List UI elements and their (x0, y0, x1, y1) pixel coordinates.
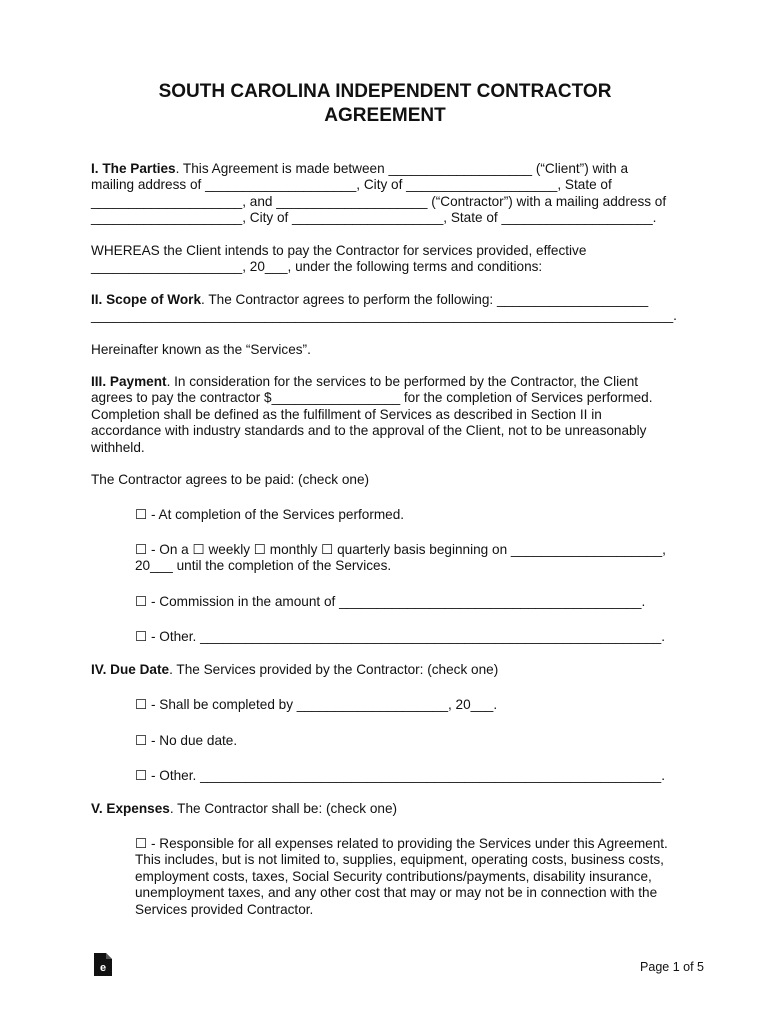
expenses-option-text-3: employment costs, taxes, Social Security contributions/payments, disability insurance, (135, 868, 652, 884)
due-option-no-date[interactable]: ☐ - No due date. (135, 733, 238, 748)
expenses-text-1: . The Contractor shall be: (check one) (169, 801, 398, 816)
pay-option-other[interactable]: ☐ - Other. _____________________________________________________________. (135, 629, 666, 644)
parties-heading: I. The Parties (91, 161, 176, 176)
pay-option-periodic-text-2: 20___ until the completion of the Services. (135, 558, 392, 574)
parties-text-3: ____________________, and ____________________ (“Contractor”) with a mailing address of (91, 193, 667, 209)
expenses-heading: V. Expenses (91, 801, 170, 816)
pay-option-periodic-text-1: ☐ - On a ☐ weekly ☐ monthly ☐ quarterly basis beginning on ____________________, (135, 542, 666, 557)
payment-text-3: Completion shall be defined as the fulfillment of Services as described in Section II in (91, 406, 602, 422)
parties-text-2: mailing address of ____________________, City of ____________________, State of (91, 177, 612, 193)
expenses-option-text-5: Services provided Contractor. (135, 901, 314, 917)
hereinafter-text: Hereinafter known as the “Services”. (91, 342, 311, 357)
section-payment (91, 374, 652, 456)
expenses-option-text-2: This includes, but is not limited to, supplies, equipment, operating costs, business costs, (135, 852, 664, 868)
whereas-text-2: ____________________, 20___, under the following terms and conditions: (91, 259, 543, 275)
document-title (60, 80, 710, 128)
page-number: Page 1 of 5 (640, 960, 704, 974)
parties-text-1: . This Agreement is made between ___________________ (“Client”) with a (175, 161, 629, 176)
payment-text-4: accordance with industry standards and to the approval of the Client, not to be unreasonably (91, 423, 647, 439)
section-due-date (91, 662, 498, 678)
paid-intro: The Contractor agrees to be paid: (check one) (91, 472, 370, 487)
due-option-completed-by[interactable]: ☐ - Shall be completed by ____________________, 20___. (135, 697, 498, 712)
title-line-1: SOUTH CAROLINA INDEPENDENT CONTRACTOR (158, 81, 612, 102)
payment-text-2: agrees to pay the contractor $_________________ for the completion of Services performed. (91, 390, 653, 406)
section-parties (91, 161, 666, 227)
eforms-logo-icon (93, 952, 113, 977)
pay-option-periodic[interactable] (135, 542, 666, 575)
payment-heading: III. Payment (91, 374, 167, 389)
scope-text-1: . The Contractor agrees to perform the following: ____________________ (201, 292, 649, 307)
expenses-option-text-4: unemployment taxes, and any other cost that may or may not be in connection with the (135, 885, 658, 901)
expenses-option-responsible[interactable] (135, 836, 668, 918)
due-text-1: . The Services provided by the Contractor: (check one) (169, 662, 499, 677)
title-line-2: AGREEMENT (324, 105, 446, 126)
scope-heading: II. Scope of Work (91, 292, 202, 307)
due-heading: IV. Due Date (91, 662, 170, 677)
payment-text-1: . In consideration for the services to be performed by the Contractor, the Client (166, 374, 639, 389)
whereas-text-1: WHEREAS the Client intends to pay the Contractor for services provided, effective (91, 243, 587, 258)
due-option-other[interactable]: ☐ - Other. _____________________________________________________________. (135, 768, 666, 783)
section-scope (91, 292, 677, 325)
expenses-option-text-1: ☐ - Responsible for all expenses related to providing the Services under this Agreement. (135, 836, 668, 851)
payment-text-5: withheld. (91, 439, 145, 455)
section-whereas (91, 243, 586, 276)
parties-text-4: ____________________, City of ____________________, State of ____________________. (91, 210, 657, 226)
pay-option-completion[interactable]: ☐ - At completion of the Services performed. (135, 507, 405, 522)
section-expenses (91, 801, 397, 817)
pay-option-commission[interactable]: ☐ - Commission in the amount of ________________________________________. (135, 594, 646, 609)
scope-text-2: _____________________________________________________________________________. (91, 308, 677, 324)
svg-text:e: e (99, 962, 107, 974)
